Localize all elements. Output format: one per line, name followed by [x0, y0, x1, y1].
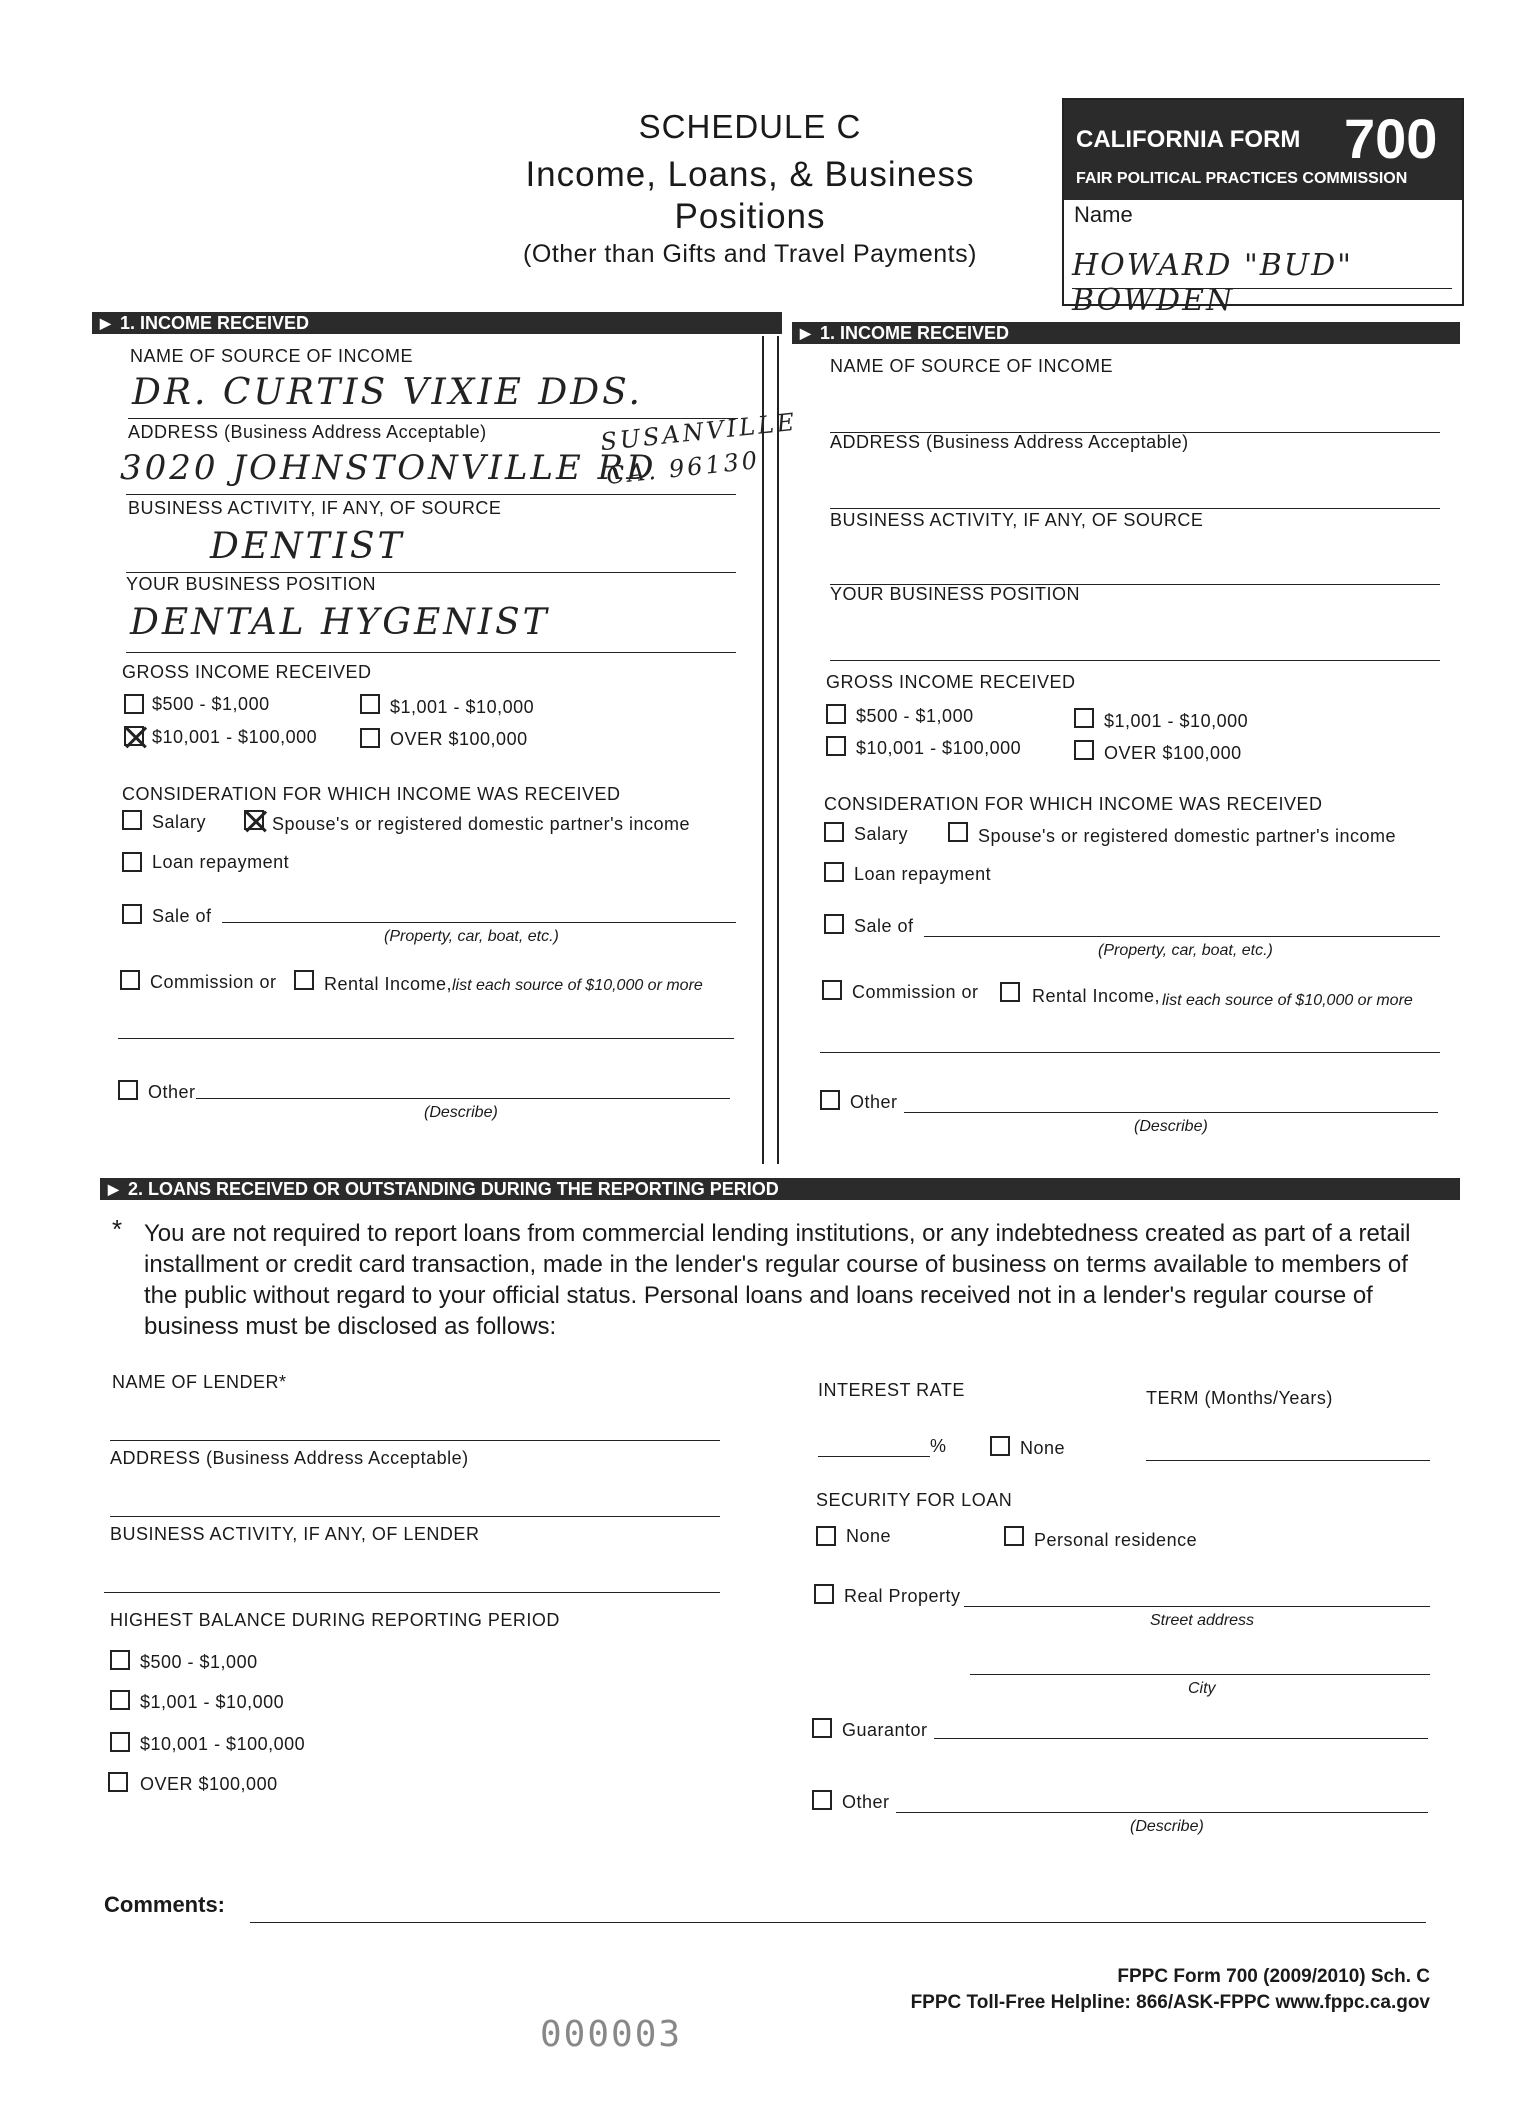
right-gross-10001-label: $10,001 - $100,000 — [856, 738, 1022, 758]
guarantor-checkbox[interactable] — [812, 1718, 832, 1738]
loans-notice-star: * — [112, 1214, 123, 1244]
left-position-value[interactable]: DENTAL HYGENIST — [130, 602, 550, 643]
form-identity-box — [1062, 98, 1464, 318]
lender-activity-line[interactable] — [104, 1592, 720, 1593]
right-rental-label: Rental Income, — [1032, 986, 1161, 1006]
left-sale-line[interactable] — [222, 922, 736, 923]
left-consideration-label: CONSIDERATION FOR WHICH INCOME WAS RECEIVED — [122, 784, 621, 804]
interest-none-label: None — [1020, 1438, 1066, 1458]
right-gross-500-label: $500 - $1,000 — [856, 706, 974, 726]
right-spouse-checkbox[interactable] — [948, 822, 968, 842]
right-other-checkbox[interactable] — [820, 1090, 840, 1110]
balance-10001-label: $10,001 - $100,000 — [140, 1734, 306, 1754]
income-left-title: 1. INCOME RECEIVED — [120, 313, 310, 333]
right-gross-10001-checkbox[interactable] — [826, 736, 846, 756]
left-gross-1001-label: $1,001 - $10,000 — [390, 697, 535, 717]
right-sale-label: Sale of — [854, 916, 914, 936]
lender-name-label: NAME OF LENDER* — [112, 1372, 287, 1392]
form-identity-header — [1064, 100, 1462, 200]
left-other-line[interactable] — [196, 1098, 730, 1099]
right-other-label: Other — [850, 1092, 898, 1112]
comments-label: Comments: — [104, 1892, 226, 1917]
left-commission-label: Commission or — [150, 972, 277, 992]
balance-label: HIGHEST BALANCE DURING REPORTING PERIOD — [110, 1610, 560, 1630]
guarantor-line[interactable] — [934, 1738, 1428, 1739]
real-property-label: Real Property — [844, 1586, 961, 1606]
comments-line[interactable] — [250, 1922, 1426, 1923]
left-sale-label: Sale of — [152, 906, 212, 926]
left-spouse-checkbox[interactable] — [244, 810, 264, 830]
right-position-label: YOUR BUSINESS POSITION — [830, 584, 1081, 604]
security-other-label: Other — [842, 1792, 890, 1812]
left-gross-10001-label: $10,001 - $100,000 — [152, 727, 318, 747]
right-gross-over-checkbox[interactable] — [1074, 740, 1094, 760]
left-gross-over-checkbox[interactable] — [360, 728, 380, 748]
loans-title: 2. LOANS RECEIVED OR OUTSTANDING DURING THE REPORTING PERIOD — [128, 1179, 779, 1199]
lender-address-line[interactable] — [110, 1516, 720, 1517]
right-loan-repayment-checkbox[interactable] — [824, 862, 844, 882]
security-other-checkbox[interactable] — [812, 1790, 832, 1810]
left-activity-value[interactable]: DENTIST — [210, 526, 405, 567]
income-left-bar: ▶ 1. INCOME RECEIVED — [92, 312, 782, 334]
right-sale-line[interactable] — [924, 936, 1440, 937]
interest-rate-label: INTEREST RATE — [818, 1380, 965, 1400]
left-salary-checkbox[interactable] — [122, 810, 142, 830]
right-other-line[interactable] — [904, 1112, 1438, 1113]
security-label: SECURITY FOR LOAN — [816, 1490, 1013, 1510]
left-activity-label: BUSINESS ACTIVITY, IF ANY, OF SOURCE — [128, 498, 502, 518]
left-rental-hint: list each source of $10,000 or more — [452, 977, 703, 994]
right-position-line[interactable] — [830, 660, 1440, 661]
right-gross-1001-label: $1,001 - $10,000 — [1104, 711, 1249, 731]
left-commission-checkbox[interactable] — [120, 970, 140, 990]
left-address-label: ADDRESS (Business Address Acceptable) — [128, 422, 487, 442]
form-number: 700 — [1344, 107, 1438, 170]
right-salary-checkbox[interactable] — [824, 822, 844, 842]
left-gross-1001-checkbox[interactable] — [360, 694, 380, 714]
left-sale-hint: (Property, car, boat, etc.) — [384, 928, 559, 945]
left-address-city: SUSANVILLE — [599, 407, 799, 457]
schedule-label: SCHEDULE C — [638, 108, 862, 145]
right-activity-label: BUSINESS ACTIVITY, IF ANY, OF SOURCE — [830, 510, 1204, 530]
loans-bar: ▶ 2. LOANS RECEIVED OR OUTSTANDING DURING THE REPORTING PERIOD — [100, 1178, 1460, 1200]
street-address-line[interactable] — [964, 1606, 1430, 1607]
balance-10001-checkbox[interactable] — [110, 1732, 130, 1752]
left-address-state: CA. 96130 — [604, 446, 762, 490]
loans-notice: You are not required to report loans from commercial lending institutions, or any indebtedness created as part of a retail installment or credit card transaction, made in the lender's regular course of business on terms available to members of the public without regard to your official status. Personal loans and loans received not in a lender's regular course of business must be disclosed as follows: — [144, 1220, 1411, 1340]
left-source-line — [128, 418, 738, 419]
income-right-bar: ▶ 1. INCOME RECEIVED — [792, 322, 1460, 344]
right-rental-line[interactable] — [820, 1052, 1440, 1053]
form-reference: FPPC Form 700 (2009/2010) Sch. C — [1117, 1966, 1430, 1987]
column-divider-right — [777, 336, 779, 1164]
column-divider-left — [762, 336, 764, 1164]
right-commission-checkbox[interactable] — [822, 980, 842, 1000]
commission-label: FAIR POLITICAL PRACTICES COMMISSION — [1076, 170, 1408, 187]
real-property-checkbox[interactable] — [814, 1584, 834, 1604]
right-rental-hint: list each source of $10,000 or more — [1162, 992, 1413, 1009]
left-sale-checkbox[interactable] — [122, 904, 142, 924]
left-gross-500-checkbox[interactable] — [124, 694, 144, 714]
right-sale-hint: (Property, car, boat, etc.) — [1098, 942, 1273, 959]
security-none-label: None — [846, 1526, 892, 1546]
lender-activity-label: BUSINESS ACTIVITY, IF ANY, OF LENDER — [110, 1524, 480, 1544]
balance-over-label: OVER $100,000 — [140, 1774, 278, 1794]
security-describe-hint: (Describe) — [1130, 1818, 1204, 1835]
form-title-line2: Positions — [674, 197, 826, 236]
right-address-label: ADDRESS (Business Address Acceptable) — [830, 432, 1189, 452]
term-line[interactable] — [1146, 1460, 1430, 1461]
left-rental-label: Rental Income, — [324, 974, 453, 994]
page-stamp: 000003 — [540, 2014, 683, 2055]
left-gross-10001-checkbox[interactable] — [124, 726, 144, 746]
left-position-line — [126, 652, 736, 653]
lender-name-line[interactable] — [110, 1440, 720, 1441]
filer-name: HOWARD "BUD" BOWDEN — [1072, 248, 1353, 318]
left-describe-hint: (Describe) — [424, 1104, 498, 1121]
left-salary-label: Salary — [152, 812, 207, 832]
street-address-hint: Street address — [1150, 1612, 1255, 1629]
city-hint: City — [1188, 1680, 1216, 1697]
balance-500-checkbox[interactable] — [110, 1650, 130, 1670]
interest-rate-line[interactable] — [818, 1456, 930, 1457]
right-gross-over-label: OVER $100,000 — [1104, 743, 1242, 763]
right-describe-hint: (Describe) — [1134, 1118, 1208, 1135]
name-underline — [1072, 288, 1452, 289]
right-gross-500-checkbox[interactable] — [826, 704, 846, 724]
left-source-value[interactable]: DR. CURTIS VIXIE DDS. — [132, 372, 643, 413]
left-spouse-label: Spouse's or registered domestic partner's income — [272, 814, 691, 834]
term-label: TERM (Months/Years) — [1146, 1388, 1333, 1408]
form-title-line1: Income, Loans, & Business — [525, 155, 975, 194]
left-source-label: NAME OF SOURCE OF INCOME — [130, 346, 414, 366]
right-consideration-label: CONSIDERATION FOR WHICH INCOME WAS RECEIVED — [824, 794, 1323, 814]
left-loan-repayment-checkbox[interactable] — [122, 852, 142, 872]
right-salary-label: Salary — [854, 824, 909, 844]
right-rental-checkbox[interactable] — [1000, 982, 1020, 1002]
right-gross-label: GROSS INCOME RECEIVED — [826, 672, 1076, 692]
lender-address-label: ADDRESS (Business Address Acceptable) — [110, 1448, 469, 1468]
personal-residence-checkbox[interactable] — [1004, 1526, 1024, 1546]
left-address-value[interactable]: 3020 JOHNSTONVILLE RD — [120, 448, 657, 488]
left-gross-label: GROSS INCOME RECEIVED — [122, 662, 372, 682]
right-source-label: NAME OF SOURCE OF INCOME — [830, 356, 1114, 376]
security-other-line[interactable] — [896, 1812, 1428, 1813]
left-rental-line[interactable] — [118, 1038, 734, 1039]
balance-1001-checkbox[interactable] — [110, 1690, 130, 1710]
left-gross-over-label: OVER $100,000 — [390, 729, 528, 749]
income-right-title: 1. INCOME RECEIVED — [820, 323, 1010, 343]
right-sale-checkbox[interactable] — [824, 914, 844, 934]
left-other-label: Other — [148, 1082, 196, 1102]
name-label: Name — [1074, 202, 1133, 227]
security-none-checkbox[interactable] — [816, 1526, 836, 1546]
helpline: FPPC Toll-Free Helpline: 866/ASK-FPPC www.fppc.ca.gov — [910, 1992, 1430, 2013]
interest-percent: % — [930, 1436, 947, 1456]
right-spouse-label: Spouse's or registered domestic partner's income — [978, 826, 1397, 846]
california-form-label: CALIFORNIA FORM — [1076, 126, 1301, 153]
left-loan-repayment-label: Loan repayment — [152, 852, 290, 872]
interest-none-checkbox[interactable] — [990, 1436, 1010, 1456]
balance-500-label: $500 - $1,000 — [140, 1652, 258, 1672]
personal-residence-label: Personal residence — [1034, 1530, 1198, 1550]
left-other-checkbox[interactable] — [118, 1080, 138, 1100]
balance-1001-label: $1,001 - $10,000 — [140, 1692, 285, 1712]
left-position-label: YOUR BUSINESS POSITION — [126, 574, 377, 594]
balance-over-checkbox[interactable] — [108, 1772, 128, 1792]
form-subtitle: (Other than Gifts and Travel Payments) — [523, 240, 977, 268]
right-gross-1001-checkbox[interactable] — [1074, 708, 1094, 728]
guarantor-label: Guarantor — [842, 1720, 928, 1740]
left-activity-line — [126, 572, 736, 573]
right-address-line[interactable] — [830, 508, 1440, 509]
left-gross-500-label: $500 - $1,000 — [152, 694, 270, 714]
right-commission-label: Commission or — [852, 982, 979, 1002]
left-address-line — [126, 494, 736, 495]
left-rental-checkbox[interactable] — [294, 970, 314, 990]
right-loan-repayment-label: Loan repayment — [854, 864, 992, 884]
city-line[interactable] — [970, 1674, 1430, 1675]
